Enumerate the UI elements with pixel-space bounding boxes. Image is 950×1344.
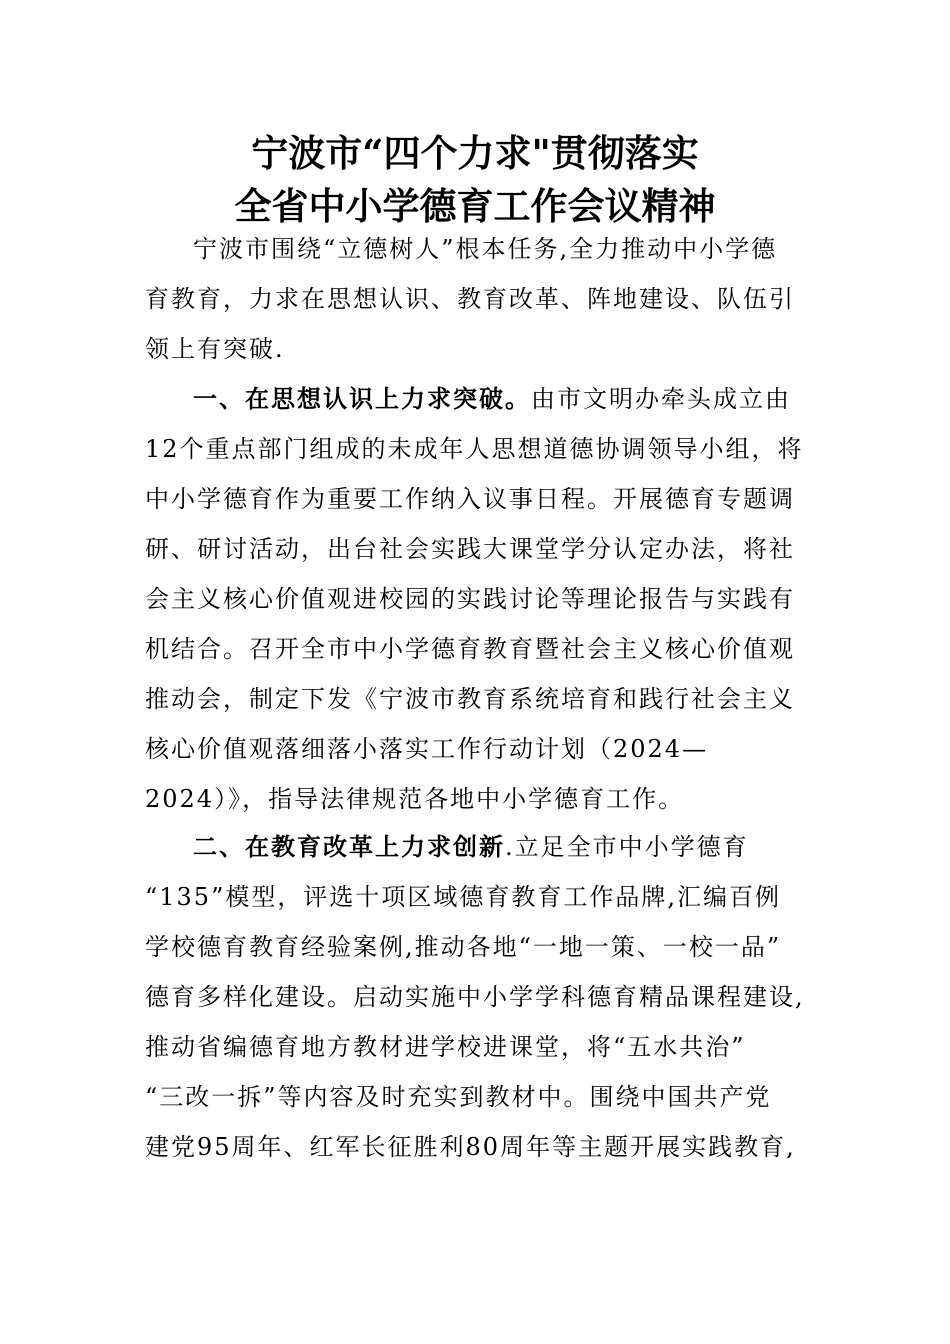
- section1-line: 2024）》，指导法律规范各地中小学德育工作。: [145, 785, 685, 813]
- document-title-line-1: 宁波市“四个力求"贯彻落实: [251, 131, 699, 175]
- section2-line: “三改一拆”等内容及时充实到教材中。围绕中国共产党: [145, 1083, 772, 1111]
- section1-line: 会主义核心价值观进校园的实践讨论等理论报告与实践有: [145, 585, 795, 613]
- section2-line: 建党95周年、红军长征胜利80周年等主题开展实践教育,: [145, 1133, 796, 1161]
- section2-line: 推动省编德育地方教材进学校进课堂，将“五水共治”: [145, 1033, 746, 1061]
- section1-line: 机结合。召开全市中小学德育教育暨社会主义核心价值观: [145, 635, 795, 663]
- section1-line: 核心价值观落细落小落实工作行动计划（2024—: [145, 735, 709, 763]
- document-title-line-2: 全省中小学德育工作会议精神: [234, 184, 716, 228]
- section1-line: 12个重点部门组成的未成年人思想道德协调领导小组，将: [145, 435, 804, 463]
- section2-first-rest: .立足全市中小学德育: [505, 833, 749, 861]
- section1-first-line: [145, 382, 791, 416]
- section1-line: 中小学德育作为重要工作纳入议事日程。开展德育专题调: [145, 485, 795, 513]
- section1-heading: 一、在思想认识上力求突破。: [193, 384, 531, 413]
- intro-line: 育教育，力求在思想认识、教育改革、阵地建设、队伍引: [145, 285, 795, 313]
- section1-line: 研、研讨活动，出台社会实践大课堂学分认定办法，将社: [145, 535, 795, 563]
- section1-first-rest: 由市文明办牵头成立由: [531, 385, 791, 413]
- section2-line: 学校德育教育经验案例,推动各地“一地一策、一校一品”: [145, 933, 782, 961]
- section2-line: “135”模型，评选十项区域德育教育工作品牌,汇编百例: [145, 883, 781, 911]
- intro-line: 宁波市围绕“立德树人”根本任务,全力推动中小学德: [193, 235, 778, 263]
- intro-line: 领上有突破.: [145, 335, 285, 363]
- section1-line: 推动会，制定下发《宁波市教育系统培育和践行社会主义: [145, 685, 795, 713]
- section2-heading: 二、在教育改革上力求创新: [193, 832, 505, 861]
- section2-line: 德育多样化建设。启动实施中小学学科德育精品课程建设,: [145, 983, 805, 1011]
- section2-first-line: [145, 830, 749, 864]
